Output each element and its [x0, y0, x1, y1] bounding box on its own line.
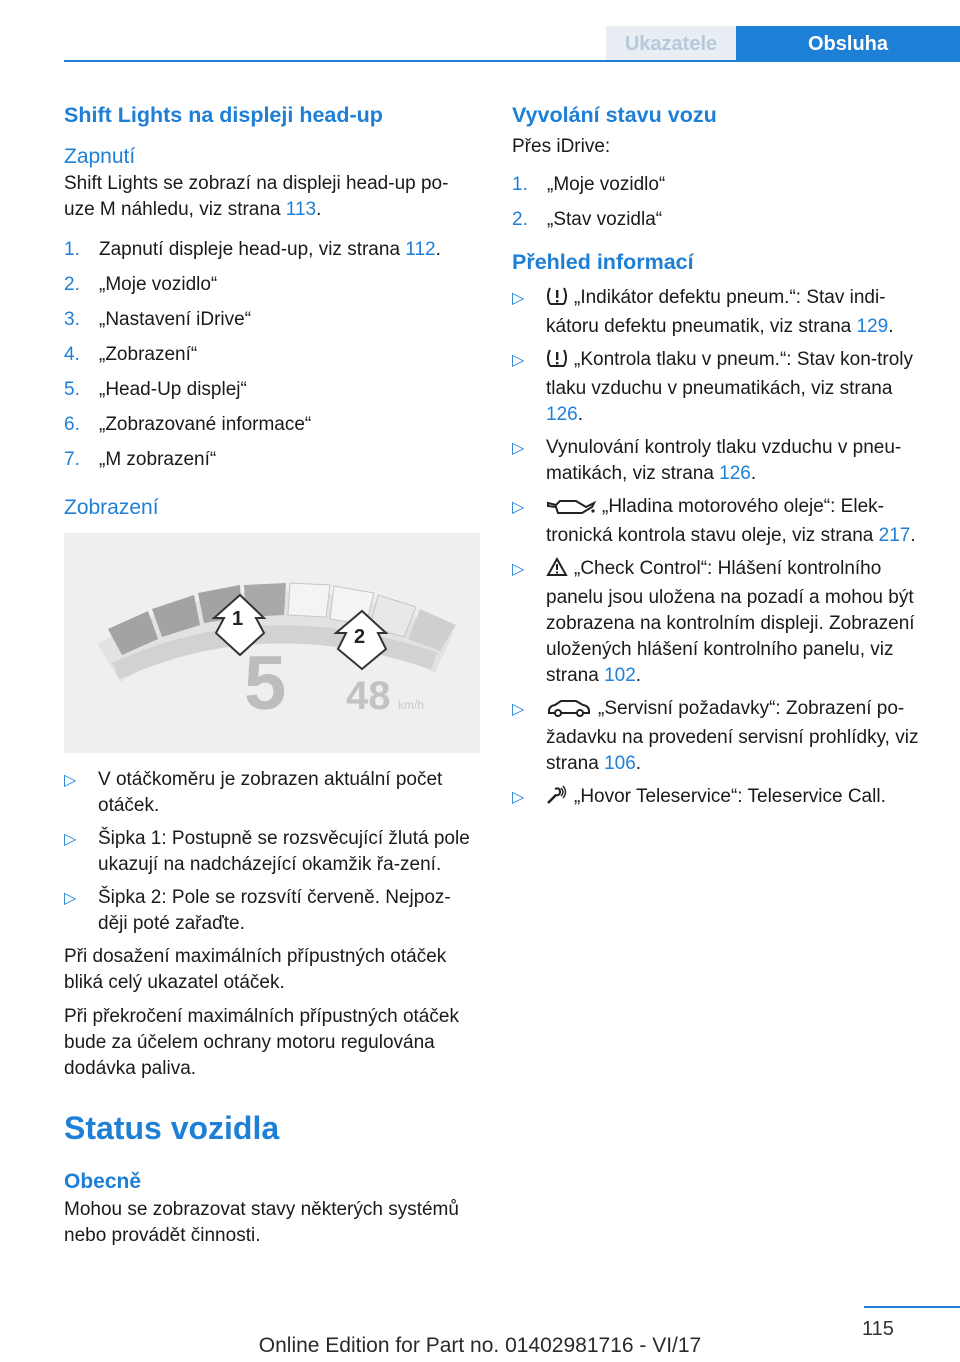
page-link-102[interactable]: 102 — [604, 665, 636, 687]
pres-idrive-text: Přes iDrive: — [512, 136, 611, 158]
tire-pressure-warning-icon — [546, 286, 568, 314]
item-tail: . — [750, 463, 757, 485]
bullet-marker-icon: ▷ — [512, 352, 525, 370]
obecne-text: Mohou se zobrazovat stavy některých systémů nebo provádět činnosti. — [64, 1198, 459, 1246]
step-number: 6. — [64, 414, 80, 436]
bullet-marker-icon: ▷ — [512, 440, 525, 458]
edition-footer: Online Edition for Part no. 01402981716 - VI/17 — [258, 1334, 702, 1357]
list-item — [512, 207, 928, 233]
item-text: Vynulování kontroly tlaku vzduchu v pneu‐matikách, viz strana — [546, 437, 902, 485]
item-text: „Check Control“: Hlášení kontrolního panelu jsou uložena na pozadí a mohou být zobrazena na kontrolním displeji. Zobrazení uložených hlášení kontrolního panelu, viz strana — [546, 558, 915, 687]
list-item — [512, 784, 928, 813]
step-text: „Head-Up displej“ — [99, 379, 247, 401]
section-title-vyvolani: Vyvolání stavu vozu — [512, 103, 717, 127]
list-item — [64, 377, 480, 403]
step-text: „M zobrazení“ — [99, 449, 217, 471]
para-max-rpm: Při dosažení maximálních přípustných otáček bliká celý ukazatel otáček. — [64, 945, 447, 993]
step-number: 1. — [64, 239, 80, 261]
list-item — [512, 285, 928, 340]
arrow-2-label: 2 — [354, 625, 366, 648]
figure-bullets — [64, 767, 480, 937]
bullet-text: V otáčkoměru je zobrazen aktuální počet otáček. — [98, 768, 443, 816]
step-number: 1. — [512, 174, 528, 196]
step-text: „Zobrazované informace“ — [99, 414, 312, 436]
bullet-marker-icon: ▷ — [64, 889, 77, 907]
list-item — [64, 272, 480, 298]
bullet-marker-icon: ▷ — [64, 830, 77, 848]
page-link-126[interactable]: 126 — [546, 404, 578, 426]
list-item — [512, 347, 928, 428]
list-item — [64, 307, 480, 333]
zapnuti-steps — [64, 237, 480, 473]
rev-segment — [288, 583, 330, 617]
step-text: „Moje vozidlo“ — [547, 174, 666, 196]
step-tail: . — [435, 239, 441, 261]
zapnuti-text-body: Shift Lights se zobrazí na displeji head-up po‐uze M náhledu, viz strana — [64, 173, 449, 221]
para-over-rpm: Při překročení maximálních přípustných otáček bude za účelem ochrany motoru regulována dodávka paliva. — [64, 1005, 459, 1079]
item-tail: . — [910, 525, 916, 547]
section-title-prehled: Přehled informací — [512, 250, 694, 275]
list-item — [512, 556, 928, 689]
step-number: 2. — [512, 209, 528, 231]
page-link-106[interactable]: 106 — [604, 753, 636, 775]
speed-unit: km/h — [398, 697, 425, 712]
step-number: 5. — [64, 379, 80, 401]
shift-lights-figure — [64, 533, 480, 753]
list-item — [64, 237, 480, 263]
list-item — [64, 885, 480, 937]
step-number: 4. — [64, 344, 80, 366]
item-tail: . — [635, 665, 642, 687]
bullet-text: Šipka 1: Postupně se rozsvěcující žlutá pole ukazují na nadcházející okamžik řa‐zení. — [98, 827, 470, 875]
list-item — [512, 494, 928, 549]
step-text: Zapnutí displeje head-up, viz strana — [99, 239, 406, 261]
prehled-items — [512, 285, 928, 813]
vyvolani-steps — [512, 172, 928, 233]
step-text: „Moje vozidlo“ — [99, 274, 218, 296]
page-link-129[interactable]: 129 — [856, 316, 889, 338]
list-item — [64, 826, 480, 878]
step-text: „Stav vozidla“ — [547, 209, 663, 231]
item-text: „Kontrola tlaku v pneum.“: Stav kon‐troly tlaku vzduchu v pneumatikách, viz strana — [546, 349, 913, 400]
item-text: „Servisní požadavky“: Zobrazení po‐žadavku na provedení servisní prohlídky, viz strana — [546, 698, 919, 775]
step-number: 2. — [64, 274, 80, 296]
tachometer-illustration — [64, 533, 480, 753]
zapnuti-text: Shift Lights se zobrazí na displeji head-up po‐uze M náhledu, viz strana 113. — [64, 173, 449, 221]
wrench-call-icon — [546, 785, 568, 813]
arrow-1-label: 1 — [232, 607, 244, 630]
step-text: „Nastavení iDrive“ — [99, 309, 252, 331]
list-item — [512, 696, 928, 777]
page-link-217[interactable]: 217 — [878, 525, 911, 547]
bullet-marker-icon: ▷ — [512, 561, 525, 579]
section-title-shift-lights: Shift Lights na displeji head-up — [64, 103, 383, 127]
bullet-text: Šipka 2: Pole se rozsvítí červeně. Nejpoz‐ději poté zařaďte. — [98, 886, 451, 934]
speed-readout: 48 — [346, 673, 391, 718]
item-text: „Hladina motorového oleje“: Elek‐tronická kontrola stavu oleje, viz strana — [546, 496, 884, 547]
service-car-icon — [546, 699, 592, 725]
list-item — [64, 447, 480, 473]
item-tail: . — [577, 404, 583, 426]
section-title-status-vozidla: Status vozidla — [64, 1109, 280, 1146]
header-rule — [64, 60, 960, 62]
oil-can-icon — [546, 497, 596, 523]
item-text: „Hovor Teleservice“: Teleservice Call. — [574, 786, 886, 808]
page-link-126[interactable]: 126 — [719, 463, 751, 485]
list-item — [512, 435, 928, 487]
step-text: „Zobrazení“ — [99, 344, 198, 366]
list-item — [512, 172, 928, 198]
heading-obecne: Obecně — [64, 1170, 142, 1194]
tab-ukazatele[interactable]: Ukazatele — [606, 26, 736, 62]
heading-zapnuti: Zapnutí — [64, 145, 136, 169]
page-number: 115 — [862, 1318, 894, 1340]
page-link-113[interactable]: 113 — [285, 199, 317, 221]
left-column — [64, 100, 480, 1249]
warning-triangle-icon — [546, 557, 568, 585]
right-column — [512, 100, 928, 820]
bullet-marker-icon: ▷ — [512, 499, 525, 517]
tire-pressure-warning-icon — [546, 348, 568, 376]
item-tail: . — [635, 753, 642, 775]
bullet-marker-icon: ▷ — [64, 771, 77, 789]
tab-obsluha[interactable]: Obsluha — [736, 26, 960, 62]
list-item — [64, 412, 480, 438]
footer-rule — [864, 1306, 960, 1308]
list-item — [64, 767, 480, 819]
list-item — [64, 342, 480, 368]
bullet-marker-icon: ▷ — [512, 290, 525, 308]
page-link-112[interactable]: 112 — [405, 239, 436, 261]
step-number: 7. — [64, 449, 80, 471]
step-number: 3. — [64, 309, 80, 331]
gear-indicator: 5 — [244, 640, 287, 726]
bullet-marker-icon: ▷ — [512, 789, 525, 807]
heading-zobrazeni: Zobrazení — [64, 496, 159, 520]
bullet-marker-icon: ▷ — [512, 701, 525, 719]
item-tail: . — [888, 316, 894, 338]
item-text: „Indikátor defektu pneum.“: Stav indi‐kátoru defektu pneumatik, viz strana — [546, 287, 886, 338]
